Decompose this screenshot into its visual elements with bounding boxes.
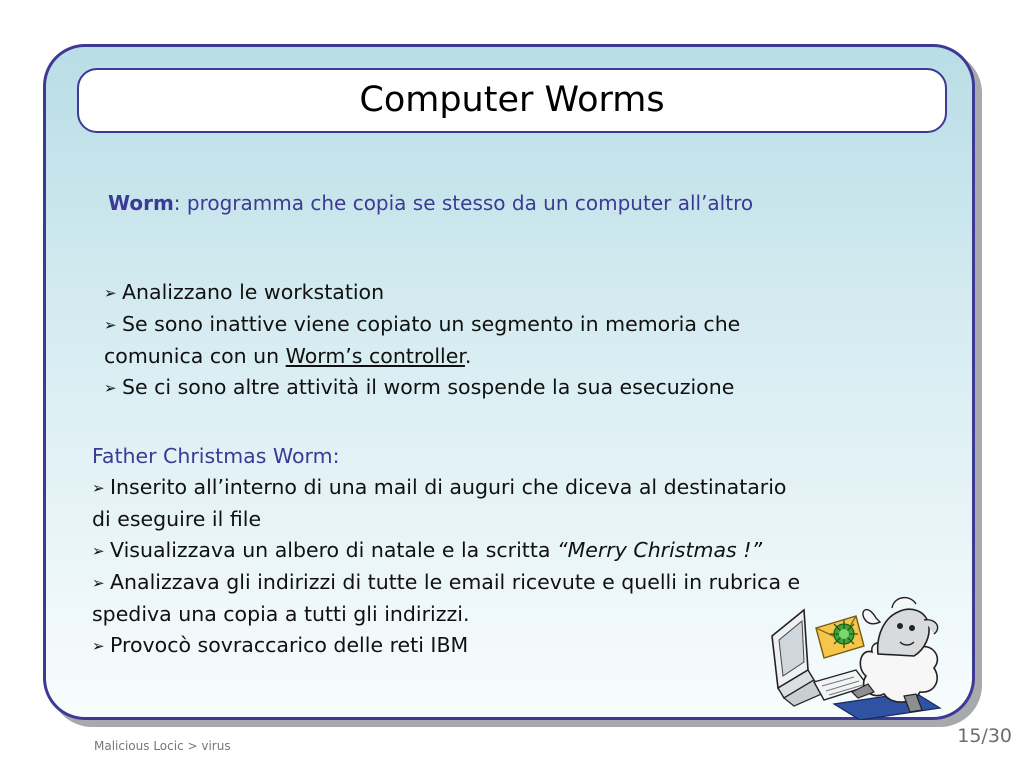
bullet-continuation: di eseguire il file xyxy=(92,507,262,531)
bullet-text: Analizzano le workstation xyxy=(122,280,385,304)
bullet-item xyxy=(104,372,904,404)
arrowhead-bullet-icon: ➢ xyxy=(92,542,105,560)
definition-text: : programma che copia se stesso da un computer all’altro xyxy=(173,191,754,215)
bullet-text: Se sono inattive viene copiato un segmento in memoria che xyxy=(122,312,741,336)
worm-definition xyxy=(108,191,968,215)
bullet-continuation: spediva una copia a tutti gli indirizzi. xyxy=(92,602,470,626)
bullet-text: Inserito all’interno di una mail di auguri che diceva al destinatario xyxy=(110,475,787,499)
monitor-icon xyxy=(772,610,826,706)
arrowhead-bullet-icon: ➢ xyxy=(104,379,117,397)
bullet-item xyxy=(92,567,952,599)
section-heading: Father Christmas Worm: xyxy=(92,444,340,468)
bullet-item xyxy=(104,277,904,309)
merry-christmas-quote: “Merry Christmas !” xyxy=(556,538,763,562)
virus-envelope-icon xyxy=(816,616,864,658)
bullet-continuation xyxy=(104,341,904,372)
bullet-text: . xyxy=(464,344,472,368)
title-box xyxy=(77,68,947,133)
bullet-item xyxy=(92,472,952,504)
worm-controller-link[interactable]: Worm’s controller xyxy=(285,344,465,368)
arrowhead-bullet-icon: ➢ xyxy=(92,574,105,592)
arrowhead-bullet-icon: ➢ xyxy=(104,284,117,302)
arrowhead-bullet-icon: ➢ xyxy=(92,637,105,655)
sheep-icon xyxy=(852,598,938,712)
arrowhead-bullet-icon: ➢ xyxy=(92,479,105,497)
bullet-text: Se ci sono altre attività il worm sospende la sua esecuzione xyxy=(122,375,735,399)
bullet-text: Provocò sovraccarico delle reti IBM xyxy=(110,633,469,657)
page-number: 15/30 xyxy=(957,725,1012,747)
footer-breadcrumb: Malicious Locic > virus xyxy=(94,739,231,753)
bullet-item xyxy=(92,535,952,567)
arrowhead-bullet-icon: ➢ xyxy=(104,316,117,334)
bullet-text: Visualizzava un albero di natale e la scritta xyxy=(110,538,557,562)
bullet-item xyxy=(104,309,904,341)
bullet-text: Analizzava gli indirizzi di tutte le email ricevute e quelli in rubrica e xyxy=(110,570,801,594)
definition-term: Worm xyxy=(108,191,174,215)
slide-title: Computer Worms xyxy=(359,80,665,120)
behaviour-bullets xyxy=(104,277,904,404)
bullet-text: comunica con un xyxy=(104,344,286,368)
sheep-at-computer-clipart xyxy=(764,596,986,720)
